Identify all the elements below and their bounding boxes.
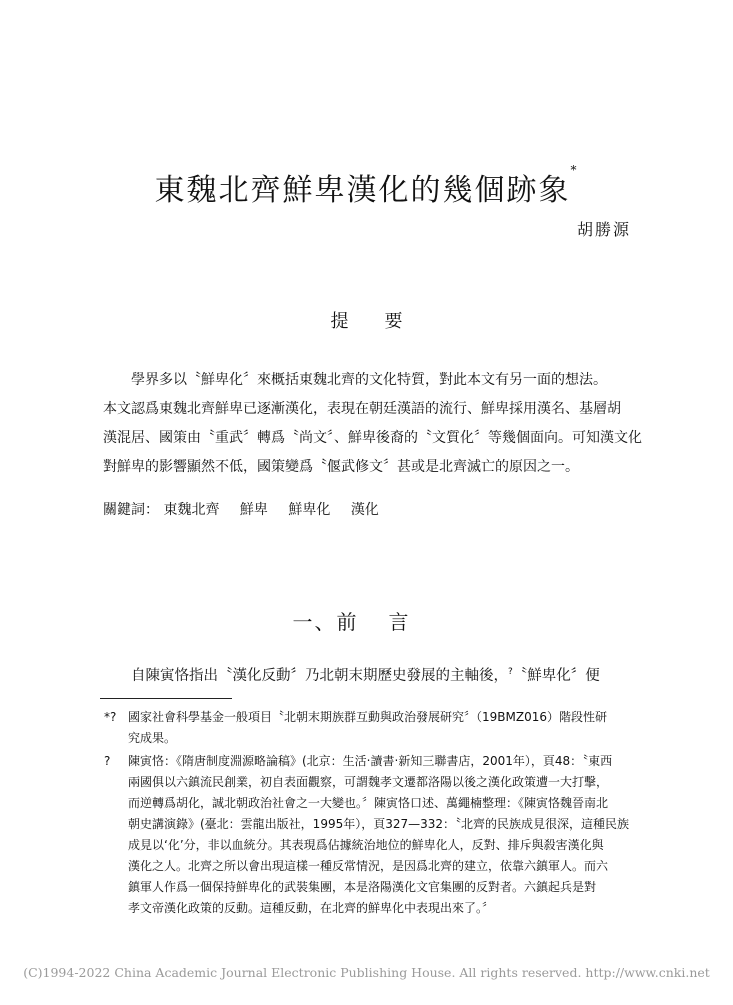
section-word: 前言 [336,610,441,634]
page-title [0,165,733,209]
footnote-line: 而逆轉爲胡化，誠北朝政治社會之一大變也。〞陳寅恪口述、萬繩楠整理：《陳寅恪魏晉南北 [128,796,609,810]
abstract-heading: 提要 [330,311,439,332]
abstract-line: 漢混居、國策由〝重武〞轉爲〝尚文〞、鮮卑後裔的〝文質化〞等幾個面向。可知漢文化 [103,430,642,446]
section-number: 一、 [292,610,337,634]
footnote-mark: *? [104,710,117,724]
abstract-body [103,366,642,482]
abstract-line: 對鮮卑的影響顯然不低，國策變爲〝偃武修文〞甚或是北齊滅亡的原因之一。 [103,459,579,475]
copyright-watermark: (C)1994-2022 China Academic Journal Electronic Publishing House. All rights reserved. http://www.cnki.net [23,965,710,980]
keyword: 漢化 [350,502,379,518]
footnote-mark: ? [104,754,111,768]
keywords [103,499,395,519]
footnote-ref[interactable]: ? [508,667,513,678]
footnote-line: 究成果。 [128,731,177,745]
footnote-line: 兩國俱以六鎮流民創業，初自表面觀察，可謂魏孝文遷都洛陽以後之漢化政策遭一大打擊， [128,775,609,789]
title-footnote-mark: * [570,163,579,178]
footnote [100,751,640,919]
keyword: 東魏北齊 [163,502,220,518]
keywords-label: 關鍵詞： [103,502,159,518]
body-text-part: 自陳寅恪指出〝漢化反動〞乃北朝末期歷史發展的主軸後， [131,668,508,684]
footnote-line: 孝文帝漢化政策的反動。這種反動，在北齊的鮮卑化中表現出來了。〞 [128,901,495,915]
author-name: 胡勝源 [576,220,631,239]
section-heading [0,606,733,635]
footnote-line: 朝史講演錄》(臺北：雲龍出版社，1995年），頁327—332：〝北齊的民族成見很深，這種民族 [128,817,630,831]
footnote-divider [100,698,232,699]
keyword: 鮮卑 [239,502,268,518]
body-text-part: 〝鮮卑化〞便 [512,668,600,684]
footnote-line: 漢化之人。北齊之所以會出現這樣一種反常情況，是因爲北齊的建立，依靠六鎮軍人。而六 [128,859,609,873]
body-paragraph [131,664,641,685]
abstract-line: 本文認爲東魏北齊鮮卑已逐漸漢化，表現在朝廷漢語的流行、鮮卑採用漢名、基層胡 [103,401,621,417]
footnote-line: 陳寅恪：《隋唐制度淵源略論稿》(北京：生活‧讀書‧新知三聯書店，2001年），頁48：〝東西 [128,754,613,768]
abstract-line: 學界多以〝鮮卑化〞來概括東魏北齊的文化特質，對此本文有另一面的想法。 [131,372,607,388]
keyword: 鮮卑化 [288,502,331,518]
footnote-line: 成見以‘化’分，非以血統分。其表現爲佔據統治地位的鮮卑化人，反對、排斥與殺害漢化與 [128,838,604,852]
footnote-line: 國家社會科學基金一般項目〝北朝末期族群互動與政治發展研究〞（19BMZ016）階段性研 [128,710,607,724]
title-text: 東魏北齊鮮卑漢化的幾個跡象 [154,173,571,209]
footnotes [100,707,640,921]
footnote-line: 鎮軍人作爲一個保持鮮卑化的武裝集團，本是洛陽漢化文官集團的反對者。六鎮起兵是對 [128,880,597,894]
footnote [100,707,640,749]
